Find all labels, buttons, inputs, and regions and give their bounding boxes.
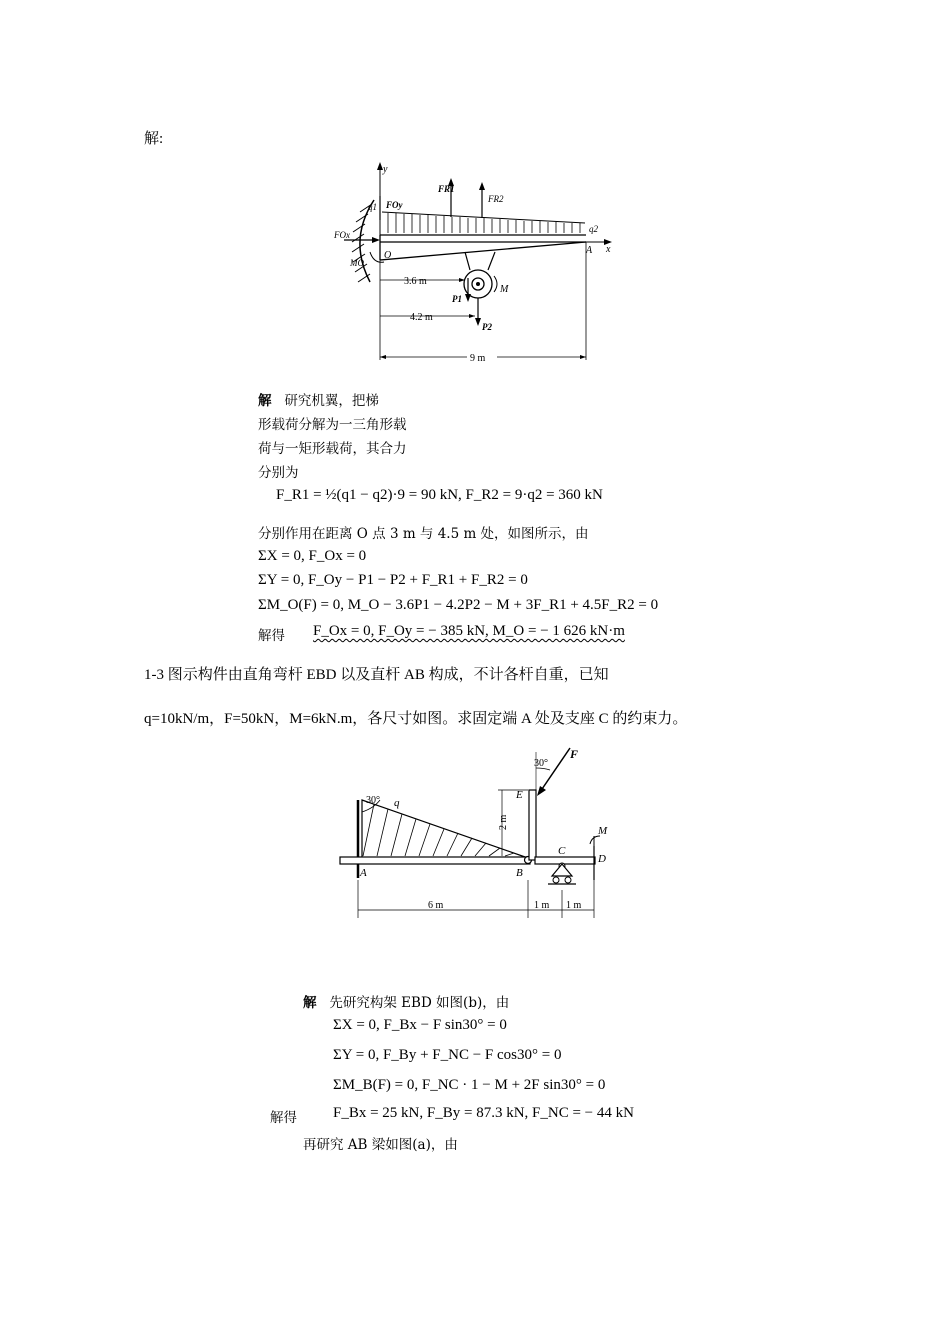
solution2-eq2: ΣY = 0, F_By + F_NC − F cos30° = 0 [333,1047,562,1063]
solution-label: 解: [144,131,164,147]
point-e-label: E [516,789,523,801]
solution2-result-label: 解得 [270,1110,297,1126]
solution1-eq-fr: F_R1 = ½(q1 − q2)·9 = 90 kN, F_R2 = 9·q2 = 360 kN [276,487,603,503]
dim-9m: 9 m [470,353,486,364]
solution2-result: F_Bx = 25 kN, F_By = 87.3 kN, F_NC = − 44 kN [333,1105,634,1121]
solution2-head: 解 [303,995,317,1011]
point-a-label: A [586,245,593,256]
dim-1m-a: 1 m [534,900,550,911]
y-axis-label: y [383,164,388,175]
solution1-result: F_Ox = 0, F_Oy = − 385 kN, M_O = − 1 626 kN·m [313,623,625,639]
solution1-line4: 分别为 [258,465,299,481]
solution1-eq2: ΣY = 0, F_Oy − P1 − P2 + F_R1 + F_R2 = 0 [258,572,528,588]
angle-30-left: 30° [366,795,380,806]
moment-m-label: M [598,825,608,837]
solution2-line1: 解 先研究构架 EBD 如图(b)，由 [303,995,510,1011]
angle-30-right: 30° [534,758,548,769]
solution1-line5: 分别作用在距离 O 点 3 m 与 4.5 m 处，如图所示，由 [258,526,589,542]
solution2-eq3: ΣM_B(F) = 0, F_NC · 1 − M + 2F sin30° = 0 [333,1077,606,1093]
f-ox-label: FOx [334,230,350,240]
point-b-label: B [516,867,523,879]
f-r2-label: FR2 [488,194,504,204]
moment-m-label: M [500,284,509,295]
dim-2m: 2 m [498,814,509,830]
solution2-eq1: ΣX = 0, F_Bx − F sin30° = 0 [333,1017,507,1033]
dim-1m-b: 1 m [566,900,582,911]
f-oy-label: FOy [386,200,403,210]
solution1-head: 解 [258,393,272,409]
frame-diagram [330,740,630,920]
solution1-eq1: ΣX = 0, F_Ox = 0 [258,548,367,564]
q2-label: q2 [589,224,598,234]
solution2-line2: 再研究 AB 梁如图(a)，由 [303,1137,458,1153]
point-c-label: C [558,845,566,857]
q1-label: q1 [368,202,377,212]
f-r1-label: FR1 [438,184,455,194]
dim-4-2m: 4.2 m [410,312,433,323]
dim-6m: 6 m [428,900,444,911]
solution1-line3: 荷与一矩形载荷，其合力 [258,441,407,457]
problem-line2: q=10kN/m，F=50kN，M=6kN.m，各尺寸如图。求固定端 A 处及支座 C 的约束力。 [144,711,688,727]
solution1-line2: 形载荷分解为一三角形载 [258,417,407,433]
point-o-label: O [384,250,392,261]
p1-label: P1 [452,294,462,304]
dim-3-6m: 3.6 m [404,276,427,287]
solution1-eq3: ΣM_O(F) = 0, M_O − 3.6P1 − 4.2P2 − M + 3F_R1 + 4.5F_R2 = 0 [258,597,659,613]
wing-diagram [330,160,620,370]
solution1-line1: 解 研究机翼，把梯 [258,393,379,409]
m-o-label: MO [350,258,364,268]
point-d-label: D [598,853,606,865]
point-a-label: A [360,867,367,879]
solution1-result-label: 解得 [258,628,285,644]
problem-line1: 1-3 图示构件由直角弯杆 EBD 以及直杆 AB 构成，不计各杆自重，已知 [144,667,609,683]
force-f-label: F [570,747,579,761]
q-load-label: q [394,797,400,809]
p2-label: P2 [482,322,492,332]
x-axis-label: x [606,244,611,255]
